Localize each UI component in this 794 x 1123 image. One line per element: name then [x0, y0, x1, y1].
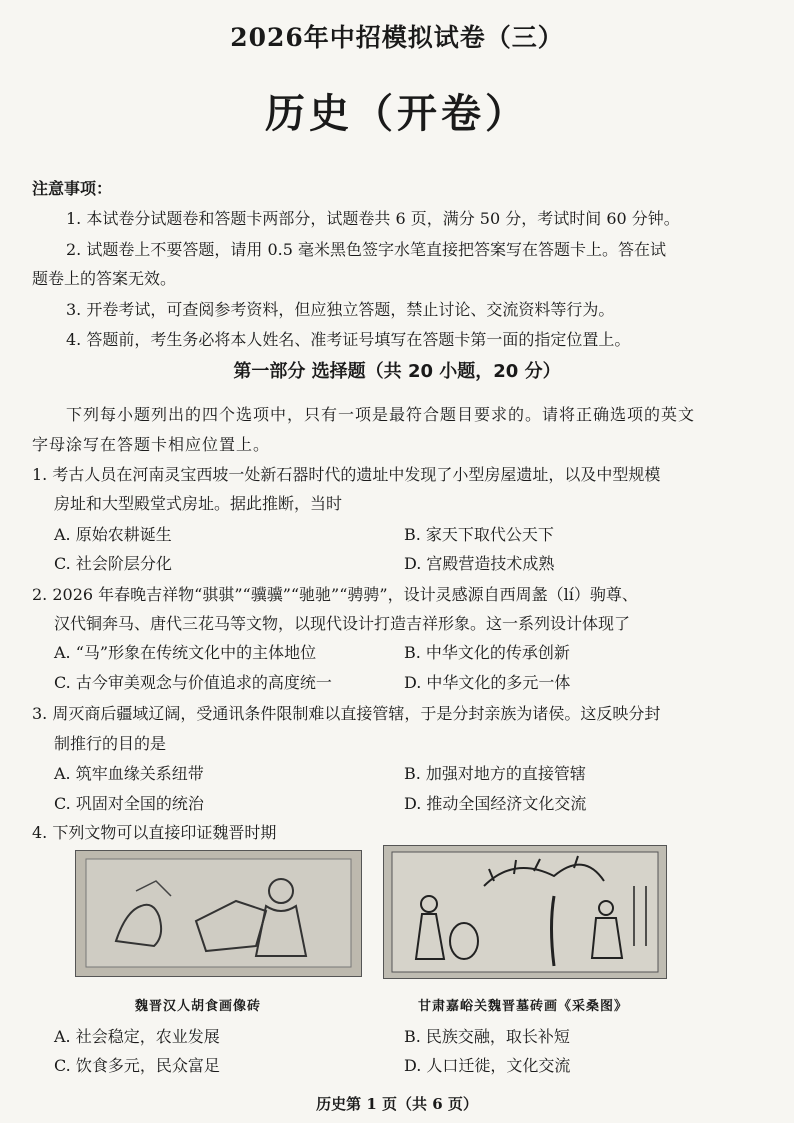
q4-option-d: D. 人口迁徙，文化交流 — [404, 1056, 571, 1075]
q3-option-d: D. 推动全国经济文化交流 — [404, 794, 587, 813]
part1-instruction-2: 字母涂写在答题卡相应位置上。 — [32, 435, 271, 454]
q2-option-d: D. 中华文化的多元一体 — [404, 673, 571, 692]
mulberry-mural-image — [383, 845, 667, 979]
q1-stem-1: 1. 考古人员在河南灵宝西坡一处新石器时代的遗址中发现了小型房屋遗址，以及中型规模 — [32, 465, 661, 484]
q3-stem-2: 制推行的目的是 — [54, 734, 167, 753]
q1-option-b: B. 家天下取代公天下 — [404, 525, 554, 544]
q3-option-b: B. 加强对地方的直接管辖 — [404, 764, 586, 783]
q2-option-b: B. 中华文化的传承创新 — [404, 643, 570, 662]
exam-title: 2026年中招模拟试卷（三） — [230, 23, 564, 52]
q4-stem-1: 4. 下列文物可以直接印证魏晋时期 — [32, 823, 277, 842]
q1-option-a: A. 原始农耕诞生 — [54, 525, 172, 544]
page-footer: 历史第 1 页（共 6 页） — [316, 1095, 478, 1113]
part1-instruction-1: 下列每小题列出的四个选项中，只有一项是最符合题目要求的。请将正确选项的英文 — [66, 405, 696, 424]
q4-option-c: C. 饮食多元，民众富足 — [54, 1056, 220, 1075]
part1-heading: 第一部分 选择题（共 20 小题，20 分） — [233, 361, 561, 382]
q1-option-d: D. 宫殿营造技术成熟 — [404, 554, 555, 573]
q2-option-c: C. 古今审美观念与价值追求的高度统一 — [54, 673, 332, 692]
notice-heading: 注意事项： — [32, 179, 113, 198]
q4-option-a: A. 社会稳定，农业发展 — [54, 1027, 220, 1046]
brick-relief-image — [75, 850, 362, 977]
notice-line-1: 1. 本试卷分试题卷和答题卡两部分，试题卷共 6 页，满分 50 分，考试时间 60 分钟。 — [66, 209, 680, 228]
q3-stem-1: 3. 周灭商后疆域辽阔，受通讯条件限制难以直接管辖，于是分封亲族为诸侯。这反映分封 — [32, 704, 661, 723]
notice-line-3: 3. 开卷考试，可查阅参考资料，但应独立答题，禁止讨论、交流资料等行为。 — [66, 300, 615, 319]
caption-brick-relief: 魏晋汉人胡食画像砖 — [135, 999, 262, 1014]
q4-option-b: B. 民族交融，取长补短 — [404, 1027, 570, 1046]
notice-line-2-cont: 题卷上的答案无效。 — [32, 269, 177, 288]
caption-mulberry-mural: 甘肃嘉峪关魏晋墓砖画《采桑图》 — [418, 999, 629, 1014]
q3-option-c: C. 巩固对全国的统治 — [54, 794, 204, 813]
q1-stem-2: 房址和大型殿堂式房址。据此推断，当时 — [54, 494, 343, 513]
q3-option-a: A. 筑牢血缘关系纽带 — [54, 764, 204, 783]
q1-option-c: C. 社会阶层分化 — [54, 554, 172, 573]
q2-stem-2: 汉代铜奔马、唐代三花马等文物，以现代设计打造吉祥形象。这一系列设计体现了 — [54, 614, 631, 633]
q2-stem-1: 2. 2026 年春晚吉祥物“骐骐”“骥骥”“驰驰”“骋骋”，设计灵感源自西周盠（lí）驹尊、 — [32, 585, 638, 604]
q2-option-a: A. “马”形象在传统文化中的主体地位 — [54, 643, 317, 662]
notice-line-4: 4. 答题前，考生务必将本人姓名、准考证号填写在答题卡第一面的指定位置上。 — [66, 330, 631, 349]
exam-subject: 历史（开卷） — [265, 91, 529, 137]
notice-line-2: 2. 试题卷上不要答题，请用 0.5 毫米黑色签字水笔直接把答案写在答题卡上。答在试 — [66, 240, 666, 259]
